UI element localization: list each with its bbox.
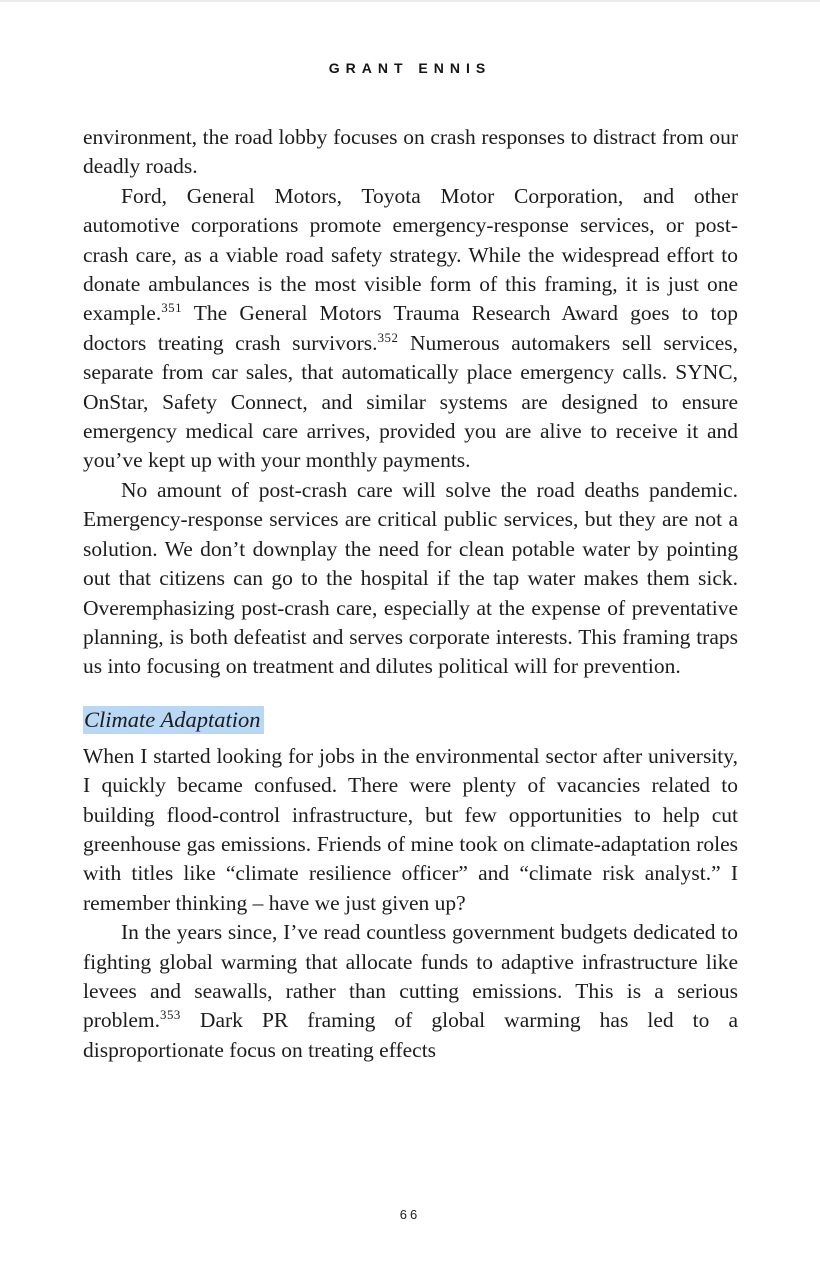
page-number: 66 (399, 1207, 421, 1222)
footnote-reference: 353 (160, 1008, 181, 1023)
text-column (83, 123, 738, 1065)
body-paragraph: environment, the road lobby focuses on crash responses to distract from our deadly roads. (83, 125, 738, 179)
body-paragraph: When I started looking for jobs in the environmental sector after university, I quickly became confused. There were plenty of vacancies related to building flood-control infrastructure, but few opportunities to help cut greenhouse gas emissions. Friends of mine took on climate-adaptation roles with titles like “climate resilience officer” and “climate risk analyst.” I remember thinking – have we just given up? (83, 743, 738, 915)
body-paragraph: No amount of post-crash care will solve the road deaths pandemic. Emergency-response services are critical public services, but they are not a solution. We don’t downplay the need for clean potable water by pointing out that citizens can go to the hospital if the tap water makes them sick. Overemphasizing post-crash care, especially at the expense of preventative planning, is both defeatist and serves corporate interests. This framing traps us into focusing on treatment and dilutes political will for prevention. (83, 477, 738, 679)
page-top-rule (0, 0, 820, 2)
section-heading-highlight: Climate Adaptation (83, 706, 264, 734)
running-header: GRANT ENNIS (328, 60, 492, 76)
footnote-reference: 351 (161, 301, 183, 316)
section-heading (83, 705, 738, 735)
body-paragraph: In the years since, I’ve read countless government budgets dedicated to fighting global warming that allocate funds to adaptive infrastructure like levees and seawalls, rather than cutting emissions. This is a serious problem.$^{353}$ Dark PR framing of global warming has led to a disproportionate focus on treating effects (83, 920, 738, 1062)
body-paragraph: Ford, General Motors, Toyota Motor Corporation, and other automotive corporations promote emergency-response services, or post-crash care, as a viable road safety strategy. While the widespread effort to donate ambulances is the most visible form of this framing, it is just one example.$^{351}$ The General Motors Trauma Research Award goes to top doctors treating crash survivors.$^{352}$ Numerous automakers sell services, separate from car sales, that automatically place emergency calls. SYNC, OnStar, Safety Connect, and similar systems are designed to ensure emergency medical care arrives, provided you are alive to receive it and you’ve kept up with your monthly payments. (83, 183, 738, 473)
footnote-reference: 352 (377, 330, 399, 345)
